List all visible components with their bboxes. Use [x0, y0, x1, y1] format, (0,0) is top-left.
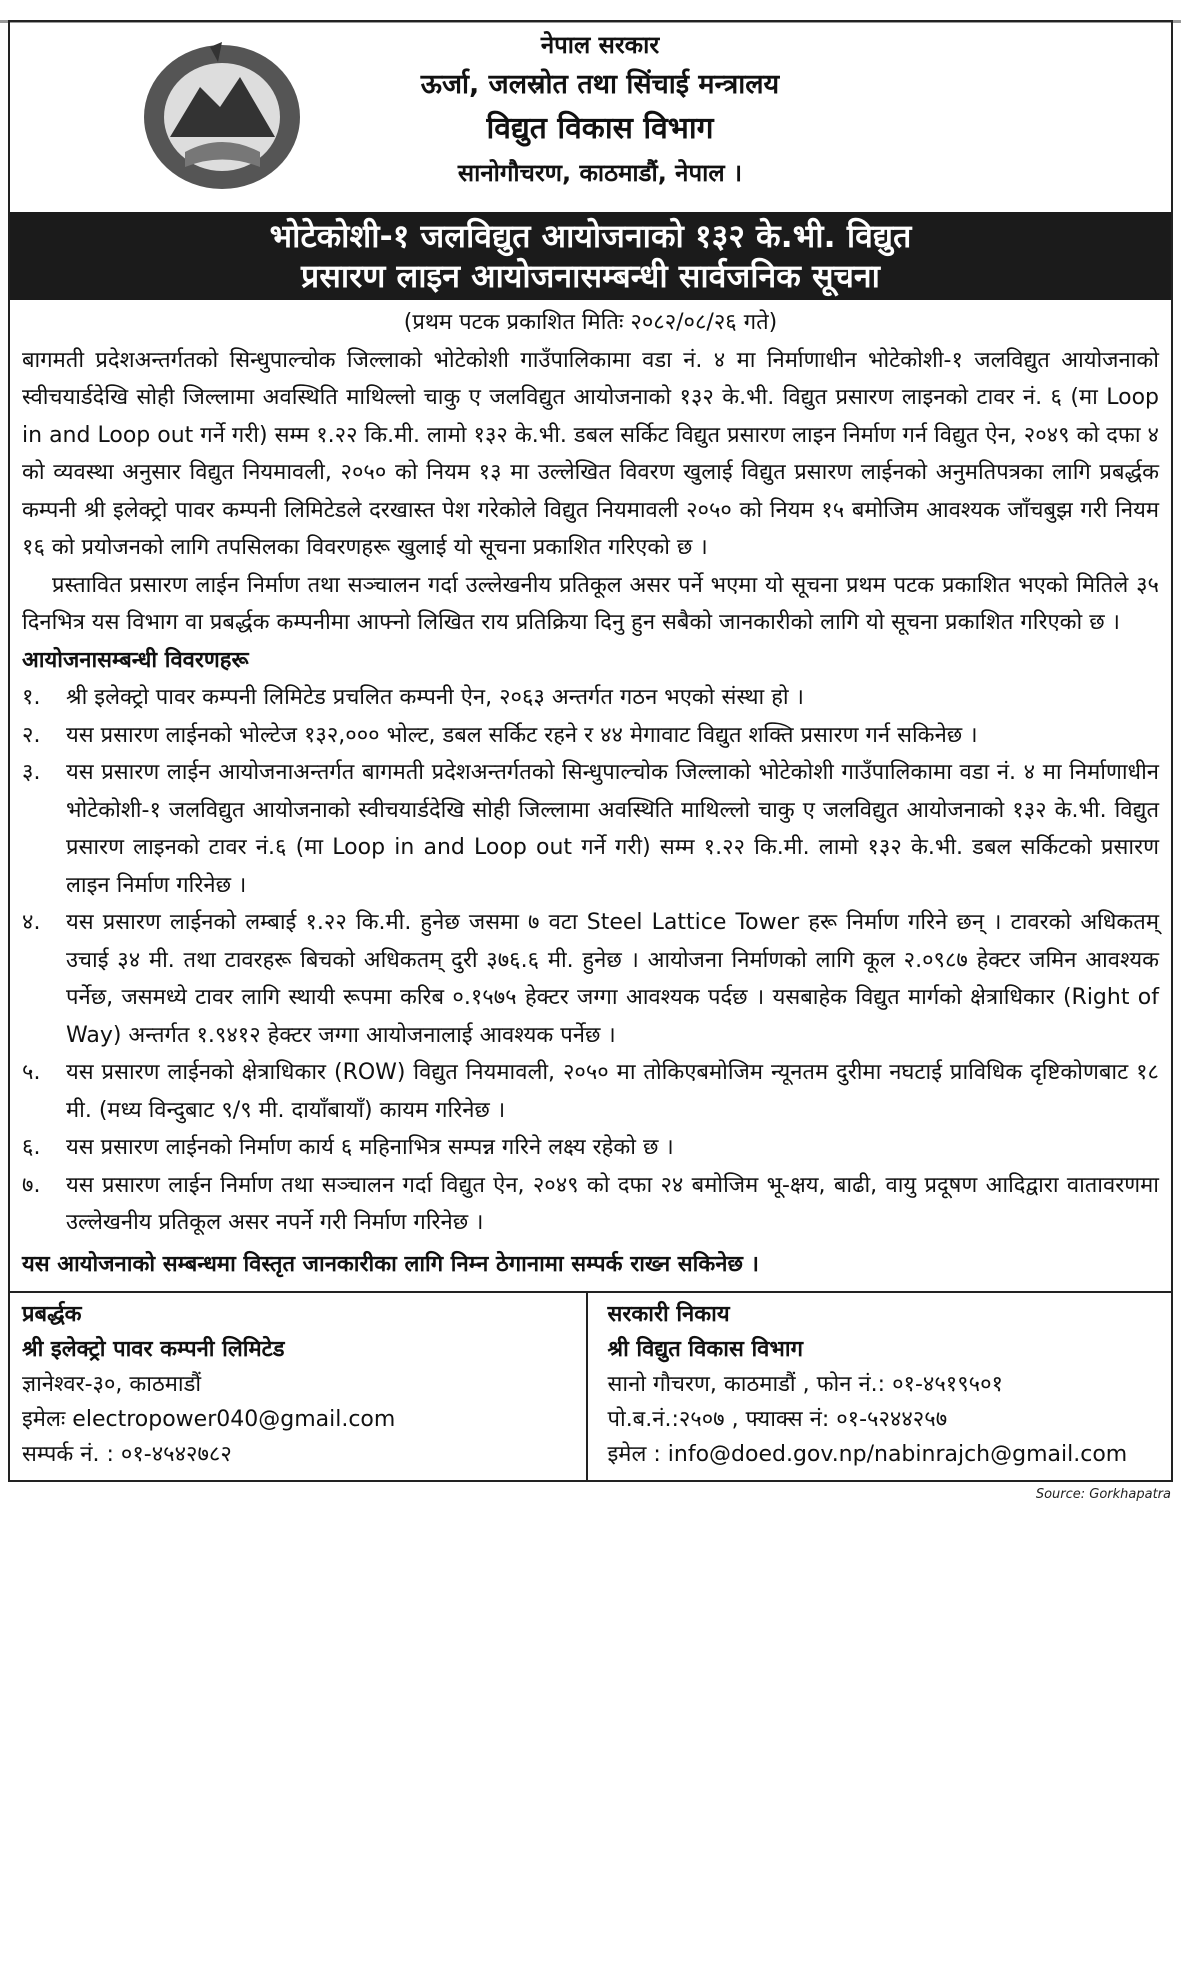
- government-office-name: श्री विद्युत विकास विभाग: [607, 1337, 803, 1362]
- list-item: [22, 1129, 1159, 1167]
- item-number: २.: [22, 722, 41, 748]
- government-heading: सरकारी निकाय: [607, 1302, 730, 1327]
- item-text: यस प्रसारण लाईनको क्षेत्राधिकार (ROW) विद्युत नियमावली, २०५० मा तोकिएबमोजिम न्यूनतम दुरीमा नघटाई प्राविधिक दृष्टिकोणबाट १८ मी. (मध्य विन्दुबाट ९/९ मी. दायाँबायाँ) कायम गरिनेछ ।: [66, 1060, 1159, 1123]
- notice-title-line-1: भोटेकोशी-१ जलविद्युत आयोजनाको १३२ के.भी. विद्युत: [269, 217, 912, 255]
- notice-title-line-2: प्रसारण लाइन आयोजनासम्बन्धी सार्वजनिक सूचना: [301, 257, 880, 295]
- promoter-name: श्री इलेक्ट्रो पावर कम्पनी लिमिटेड: [22, 1337, 285, 1362]
- item-number: ३.: [22, 760, 41, 785]
- item-number: ४.: [22, 910, 41, 935]
- list-item: [22, 1054, 1159, 1129]
- item-text: यस प्रसारण लाईनको निर्माण कार्य ६ महिनाभित्र सम्पन्न गरिने लक्ष्य रहेको छ ।: [66, 1135, 674, 1160]
- promoter-email: इमेलः electropower040@gmail.com: [22, 1407, 396, 1432]
- government-pobox-fax: पो.ब.नं.:२५०७ , फ्याक्स नं: ०१-५२४४२५७: [607, 1407, 948, 1432]
- contact-statement: यस आयोजनाको सम्बन्धमा विस्तृत जानकारीका लागि निम्न ठेगानामा सम्पर्क राख्न सकिनेछ ।: [22, 1251, 759, 1277]
- list-item: [22, 754, 1159, 904]
- item-text: यस प्रसारण लाईनको लम्बाई १.२२ कि.मी. हुनेछ जसमा ७ वटा Steel Lattice Tower हरू निर्माण गरिने छन् । टावरको अधिकतम् उचाई ३४ मी. तथा टावरहरू बिचको अधिकतम् दुरी ३७६.६ मी. हुनेछ । आयोजना निर्माणको लागि कूल २.०९८७ हेक्टर जमिन आवश्यक पर्नेछ, जसमध्ये टावर लागि स्थायी रूपमा करिब ०.१५७५ हेक्टर जग्गा आवश्यक पर्दछ । यसबाहेक विद्युत मार्गको क्षेत्राधिकार (Right of Way) अन्तर्गत १.९४१२ हेक्टर जग्गा आयोजनालाई आवश्यक पर्नेछ ।: [66, 910, 1159, 1048]
- promoter-heading: प्रबर्द्धक: [22, 1302, 82, 1327]
- item-text: यस प्रसारण लाईन निर्माण तथा सञ्चालन गर्दा विद्युत ऐन, २०४९ को दफा २४ बमोजिम भू-क्षय, बाढी, वायु प्रदूषण आदिद्वारा वातावरणमा उल्लेखनीय प्रतिकूल असर नपर्ने गरी निर्माण गरिनेछ ।: [66, 1172, 1159, 1235]
- section-title: आयोजनासम्बन्धी विवरणहरू: [22, 647, 249, 673]
- item-text: श्री इलेक्ट्रो पावर कम्पनी लिमिटेड प्रचलित कम्पनी ऐन, २०६३ अन्तर्गत गठन भएको संस्था हो ।: [66, 685, 804, 710]
- item-number: ५.: [22, 1060, 41, 1085]
- promoter-address: ज्ञानेश्वर-३०, काठमाडौं: [22, 1372, 202, 1397]
- list-item: [22, 1167, 1159, 1242]
- item-text: यस प्रसारण लाईनको भोल्टेज १३२,००० भोल्ट, डबल सर्किट रहने र ४४ मेगावाट विद्युत शक्ति प्रसारण गर्न सकिनेछ ।: [66, 722, 978, 748]
- contact-footer: [10, 1291, 1171, 1480]
- paragraph-2: प्रस्तावित प्रसारण लाईन निर्माण तथा सञ्चालन गर्दा उल्लेखनीय प्रतिकूल असर पर्ने भएमा यो सूचना प्रथम पटक प्रकाशित भएको मितिले ३५ दिनभित्र यस विभाग वा प्रबर्द्धक कम्पनीमा आफ्नो लिखित राय प्रतिक्रिया दिनु हुन सबैको जानकारीको लागि यो सूचना प्रकाशित गरिएको छ ।: [22, 572, 1159, 635]
- government-contact: [586, 1293, 1172, 1480]
- list-item: [22, 904, 1159, 1054]
- notice-frame: [8, 20, 1173, 1482]
- government-email: इमेल : info@doed.gov.np/nabinrajch@gmail.com: [607, 1442, 1128, 1467]
- list-item: [22, 717, 1159, 755]
- department-name: विद्युत विकास विभाग: [486, 111, 714, 146]
- department-address: सानोगौचरण, काठमाडौं, नेपाल ।: [457, 159, 743, 187]
- item-number: ६.: [22, 1135, 41, 1160]
- list-item: [22, 679, 1159, 717]
- published-date: (प्रथम पटक प्रकाशित मितिः २०८२/०८/२६ गते): [403, 310, 778, 335]
- notice-title-banner: [10, 212, 1171, 300]
- item-text: यस प्रसारण लाईन आयोजनाअन्तर्गत बागमती प्रदेशअन्तर्गतको सिन्धुपाल्चोक जिल्लाको भोटेकोशी गाउँपालिकामा वडा नं. ४ मा निर्माणाधीन भोटेकोशी-१ जलविद्युत आयोजनाको स्वीचयार्डदेखि सोही जिल्लामा अवस्थिति माथिल्लो चाकु ए जलविद्युत आयोजनाको १३२ के.भी. विद्युत प्रसारण लाइनको टावर नं.६ (मा Loop in and Loop out गर्ने गरी) सम्म १.२२ कि.मी. लामो १३२ के.भी. डबल सर्किटको प्रसारण लाइन निर्माण गरिनेछ ।: [66, 760, 1159, 898]
- item-number: १.: [22, 685, 41, 710]
- notice-header: [10, 22, 1171, 212]
- details-list: [22, 679, 1159, 1242]
- government-name: नेपाल सरकार: [540, 31, 660, 59]
- government-address-phone: सानो गौचरण, काठमाडौं , फोन नं.: ०१-४५१९५०१: [607, 1372, 1003, 1397]
- promoter-contact: [10, 1293, 586, 1480]
- paragraph-1: बागमती प्रदेशअन्तर्गतको सिन्धुपाल्चोक जिल्लाको भोटेकोशी गाउँपालिकामा वडा नं. ४ मा निर्माणाधीन भोटेकोशी-१ जलविद्युत आयोजनाको स्वीचयार्डदेखि सोही जिल्लामा अवस्थिति माथिल्लो चाकु ए जलविद्युत आयोजनाको १३२ के.भी. विद्युत प्रसारण लाइनको टावर नं. ६ (मा Loop in and Loop out गर्ने गरी) सम्म १.२२ कि.मी. लामो १३२ के.भी. डबल सर्किट विद्युत प्रसारण लाइन निर्माण गर्न विद्युत ऐन, २०४९ को दफा ४ को व्यवस्था अनुसार विद्युत नियमावली, २०५० को नियम १३ मा उल्लेखित विवरण खुलाई विद्युत प्रसारण लाईनको अनुमतिपत्रका लागि प्रबर्द्धक कम्पनी श्री इलेक्ट्रो पावर कम्पनी लिमिटेडले दरखास्त पेश गरेकोले विद्युत नियमावली २०५० को नियम १५ बमोजिम आवश्यक जाँचबुझ गरी नियम १६ को प्रयोजनको लागि तपसिलका विवरणहरू खुलाई यो सूचना प्रकाशित गरिएको छ ।: [22, 347, 1159, 560]
- notice-body: [10, 300, 1171, 1291]
- ministry-name: ऊर्जा, जलस्रोत तथा सिंचाई मन्त्रालय: [420, 69, 780, 100]
- promoter-phone: सम्पर्क नं. : ०१-४५४२७८२: [22, 1442, 232, 1467]
- item-number: ७.: [22, 1172, 41, 1198]
- source-credit: Source: Gorkhapatra: [1035, 1487, 1171, 1502]
